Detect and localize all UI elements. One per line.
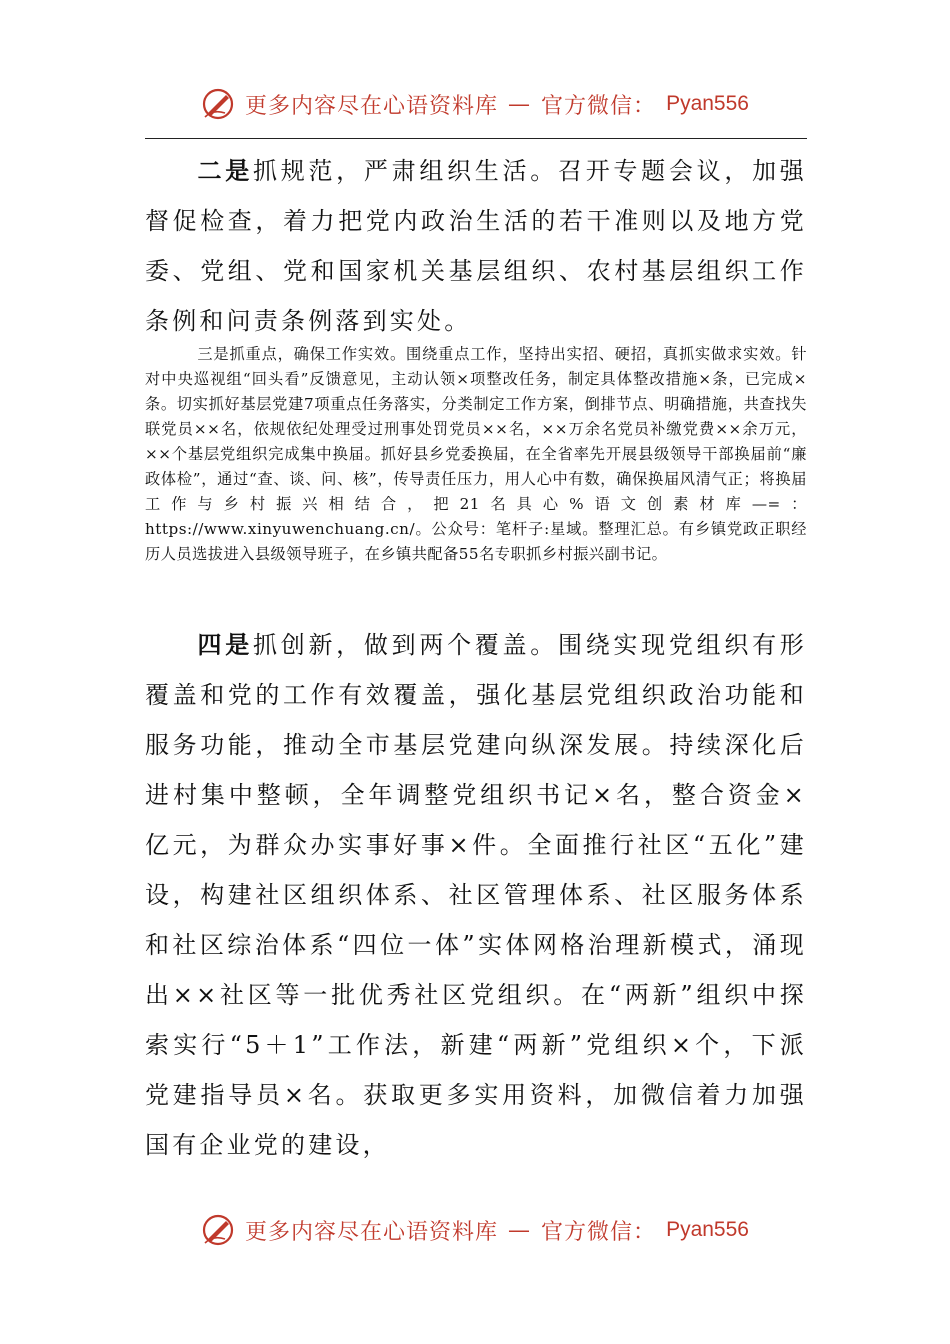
header-brand: 更多内容尽在心语资料库 (245, 93, 499, 119)
paragraph-three (145, 342, 807, 567)
footer-brand: 更多内容尽在心语资料库 (245, 1219, 499, 1245)
paragraph-two-body: 抓规范，严肃组织生活。召开专题会议，加强督促检查，着力把党内政治生活的若干准则以及地方党委、党组、党和国家机关基层组织、农村基层组织工作条例和问责条例落到实处。 (145, 157, 807, 335)
header-wechat-id: Pyan556 (666, 92, 749, 115)
paragraph-three-body: 三是抓重点，确保工作实效。围绕重点工作，坚持出实招、硬招，真抓实做求实效。针对中央巡视组“回头看”反馈意见，主动认领×项整改任务，制定具体整改措施×条，已完成×条。切实抓好基层党建7项重点任务落实，分类制定工作方案，倒排节点、明确措施，共查找失联党员××名，依规依纪处理受过刑事处罚党员××名，××万余名党员补缴党费××余万元，××个基层党组织完成集中换届。抓好县乡党委换届，在全省率先开展县级领导干部换届前“廉政体检”，通过“查、谈、问、核”，传导责任压力，用人心中有数，确保换届风清气正；将换届工作与乡村振兴相结合，把21名具心%语文创素材库—=：https://www.xinyuwenchuang.cn/。公众号：笔杆子:星域。整理汇总。有乡镇党政正职经历人员选拔进入县级领导班子，在乡镇共配备55名专职抓乡村振兴副书记。 (145, 345, 807, 563)
paragraph-two-lead: 二是 (197, 156, 253, 185)
header-wechat-label: 官方微信： (541, 93, 657, 119)
paragraph-four-body: 抓创新，做到两个覆盖。围绕实现党组织有形覆盖和党的工作有效覆盖，强化基层党组织政治功能和服务功能，推动全市基层党建向纵深发展。持续深化后进村集中整顿，全年调整党组织书记×名，整合资金×亿元，为群众办实事好事×件。全面推行社区“五化”建设，构建社区组织体系、社区管理体系、社区服务体系和社区综治体系“四位一体”实体网格治理新模式，涌现出××社区等一批优秀社区党组织。在“两新”组织中探索实行“5＋1”工作法，新建“两新”党组织×个，下派党建指导员×名。获取更多实用资料，加微信着力加强国有企业党的建设， (145, 631, 807, 1159)
paragraph-four (145, 620, 807, 1170)
pen-circle-logo-icon (201, 87, 235, 121)
footer-dash: — (508, 1217, 532, 1243)
paragraph-two (145, 146, 807, 346)
header-divider (145, 138, 807, 139)
page-footer (0, 1210, 950, 1250)
paragraph-four-lead: 四是 (197, 630, 253, 659)
header-dash: — (508, 91, 532, 117)
page-header (0, 84, 950, 124)
footer-wechat-id: Pyan556 (666, 1218, 749, 1241)
footer-wechat-label: 官方微信： (541, 1219, 657, 1245)
pen-circle-logo-icon (201, 1213, 235, 1247)
